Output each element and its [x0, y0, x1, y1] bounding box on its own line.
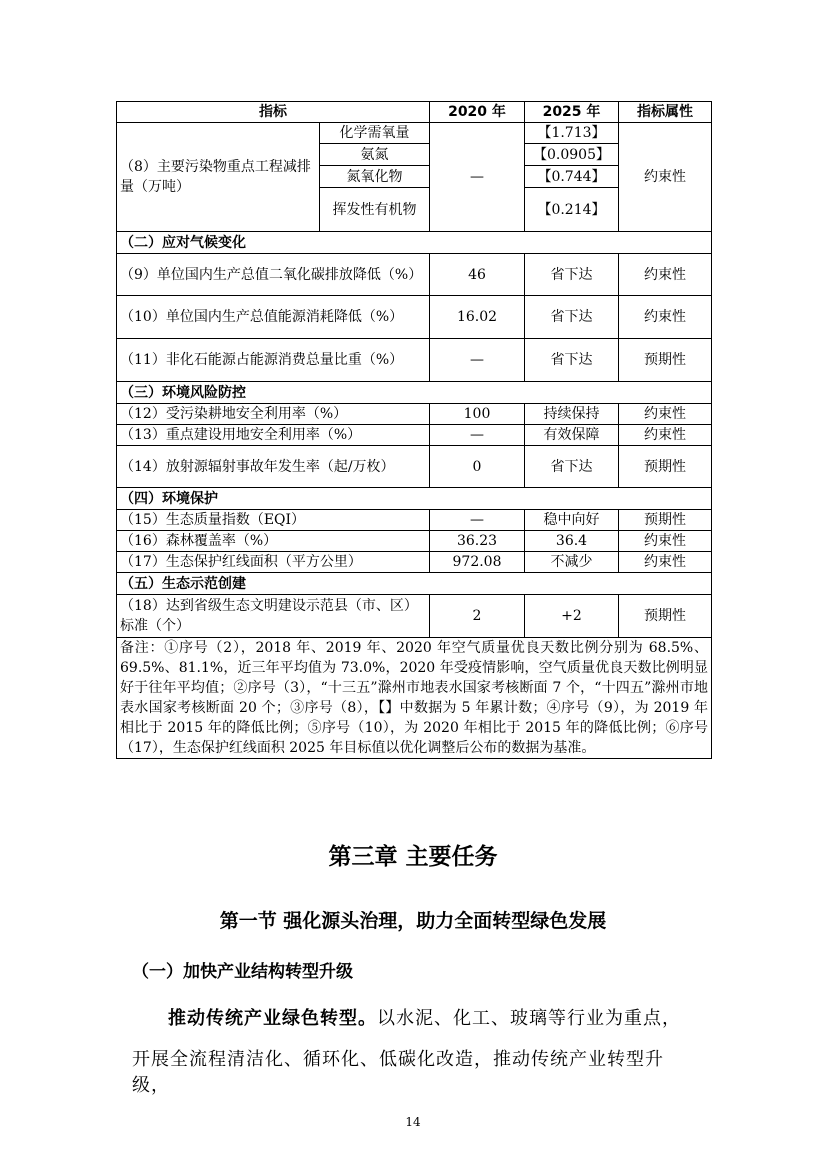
- row15-2020: —: [430, 510, 525, 531]
- row17-attr: 约束性: [619, 552, 712, 573]
- page-number: 14: [405, 1115, 421, 1129]
- table-row: [117, 404, 712, 425]
- table-row: [117, 425, 712, 446]
- table-row: [117, 123, 712, 144]
- row10-label: （10）单位国内生产总值能源消耗降低（%）: [117, 296, 430, 339]
- row17-2020: 972.08: [430, 552, 525, 573]
- section-row: [117, 232, 712, 254]
- table-row: [117, 510, 712, 531]
- row16-attr: 约束性: [619, 531, 712, 552]
- row17-2025: 不减少: [525, 552, 619, 573]
- row13-2025: 有效保障: [525, 425, 619, 446]
- row8-2020: —: [430, 123, 525, 232]
- row8-sub-voc: 挥发性有机物: [320, 188, 430, 232]
- row8-label: （8）主要污染物重点工程减排量（万吨）: [117, 123, 320, 232]
- row12-attr: 约束性: [619, 404, 712, 425]
- row12-2025: 持续保持: [525, 404, 619, 425]
- header-2020: 2020 年: [430, 102, 525, 123]
- row10-2025: 省下达: [525, 296, 619, 339]
- table-row: [117, 339, 712, 382]
- section-row: [117, 382, 712, 404]
- row8-cod-2025: 【1.713】: [525, 123, 619, 144]
- indicator-table: [116, 101, 712, 759]
- chapter-title: 第三章 主要任务: [328, 844, 498, 870]
- row11-2025: 省下达: [525, 339, 619, 382]
- header-2025: 2025 年: [525, 102, 619, 123]
- subsection-title: （一）加快产业结构转型升级: [132, 962, 353, 982]
- row15-attr: 预期性: [619, 510, 712, 531]
- row9-2025: 省下达: [525, 254, 619, 296]
- row18-attr: 预期性: [619, 595, 712, 638]
- row8-sub-nh3: 氨氮: [320, 144, 430, 166]
- section-title: 第一节 强化源头治理，助力全面转型绿色发展: [219, 910, 607, 932]
- row8-sub-nox: 氮氧化物: [320, 166, 430, 188]
- row10-attr: 约束性: [619, 296, 712, 339]
- row14-attr: 预期性: [619, 446, 712, 488]
- row8-sub-cod: 化学需氧量: [320, 123, 430, 144]
- table-row: [117, 296, 712, 339]
- row9-label: （9）单位国内生产总值二氧化碳排放降低（%）: [117, 254, 430, 296]
- row18-2020: 2: [430, 595, 525, 638]
- row14-2025: 省下达: [525, 446, 619, 488]
- row12-2020: 100: [430, 404, 525, 425]
- row8-nh3-2025: 【0.0905】: [525, 144, 619, 166]
- row8-nox-2025: 【0.744】: [525, 166, 619, 188]
- row16-2020: 36.23: [430, 531, 525, 552]
- table-header: [117, 102, 712, 123]
- table-note: 备注：①序号（2），2018 年、2019 年、2020 年空气质量优良天数比例分别为 68.5%、69.5%、81.1%，近三年平均值为 73.0%，2020 年受疫情影响，空气质量优良天数比例明显好于往年平均值；②序号（3），“十三五”滁州市地表水国家考核断面 7 个，“十四五”滁州市地表水国家考核断面 20 个；③序号（8），【】中数据为 5 年累计数；④序号（9），为 2019 年相比于 2015 年的降低比例；⑤序号（10），为 2020 年相比于 2015 年的降低比例；⑥序号（17），生态保护红线面积 2025 年目标值以优化调整后公布的数据为基准。: [117, 638, 712, 759]
- paragraph-line-2: 开展全流程清洁化、循环化、低碳化改造，推动传统产业转型升级，: [132, 1049, 664, 1096]
- paragraph-text-1: 以水泥、化工、玻璃等行业为重点，: [377, 1008, 681, 1029]
- row9-attr: 约束性: [619, 254, 712, 296]
- row10-2020: 16.02: [430, 296, 525, 339]
- table-row: [117, 254, 712, 296]
- section-env: （四）环境保护: [117, 488, 712, 510]
- section-climate: （二）应对气候变化: [117, 232, 712, 254]
- table-row: [117, 552, 712, 573]
- row11-label: （11）非化石能源占能源消费总量比重（%）: [117, 339, 430, 382]
- table-row: [117, 595, 712, 638]
- row11-2020: —: [430, 339, 525, 382]
- row14-2020: 0: [430, 446, 525, 488]
- paragraph-lead: 推动传统产业绿色转型。: [168, 1008, 377, 1029]
- section-row: [117, 488, 712, 510]
- row12-label: （12）受污染耕地安全利用率（%）: [117, 404, 430, 425]
- row16-2025: 36.4: [525, 531, 619, 552]
- row9-2020: 46: [430, 254, 525, 296]
- row15-label: （15）生态质量指数（EQI）: [117, 510, 430, 531]
- row8-voc-2025: 【0.214】: [525, 188, 619, 232]
- row8-attr: 约束性: [619, 123, 712, 232]
- section-demo: （五）生态示范创建: [117, 573, 712, 595]
- header-attr: 指标属性: [619, 102, 712, 123]
- row18-2025: +2: [525, 595, 619, 638]
- row13-label: （13）重点建设用地安全利用率（%）: [117, 425, 430, 446]
- row14-label: （14）放射源辐射事故年发生率（起/万枚）: [117, 446, 430, 488]
- row16-label: （16）森林覆盖率（%）: [117, 531, 430, 552]
- row17-label: （17）生态保护红线面积（平方公里）: [117, 552, 430, 573]
- table-note-row: [117, 638, 712, 759]
- section-row: [117, 573, 712, 595]
- row11-attr: 预期性: [619, 339, 712, 382]
- row13-2020: —: [430, 425, 525, 446]
- row13-attr: 约束性: [619, 425, 712, 446]
- section-risk: （三）环境风险防控: [117, 382, 712, 404]
- table-row: [117, 531, 712, 552]
- row15-2025: 稳中向好: [525, 510, 619, 531]
- header-indicator: 指标: [117, 102, 430, 123]
- paragraph-line-1: [132, 1004, 700, 1030]
- row18-label: （18）达到省级生态文明建设示范县（市、区）标准（个）: [117, 595, 430, 638]
- table-row: [117, 446, 712, 488]
